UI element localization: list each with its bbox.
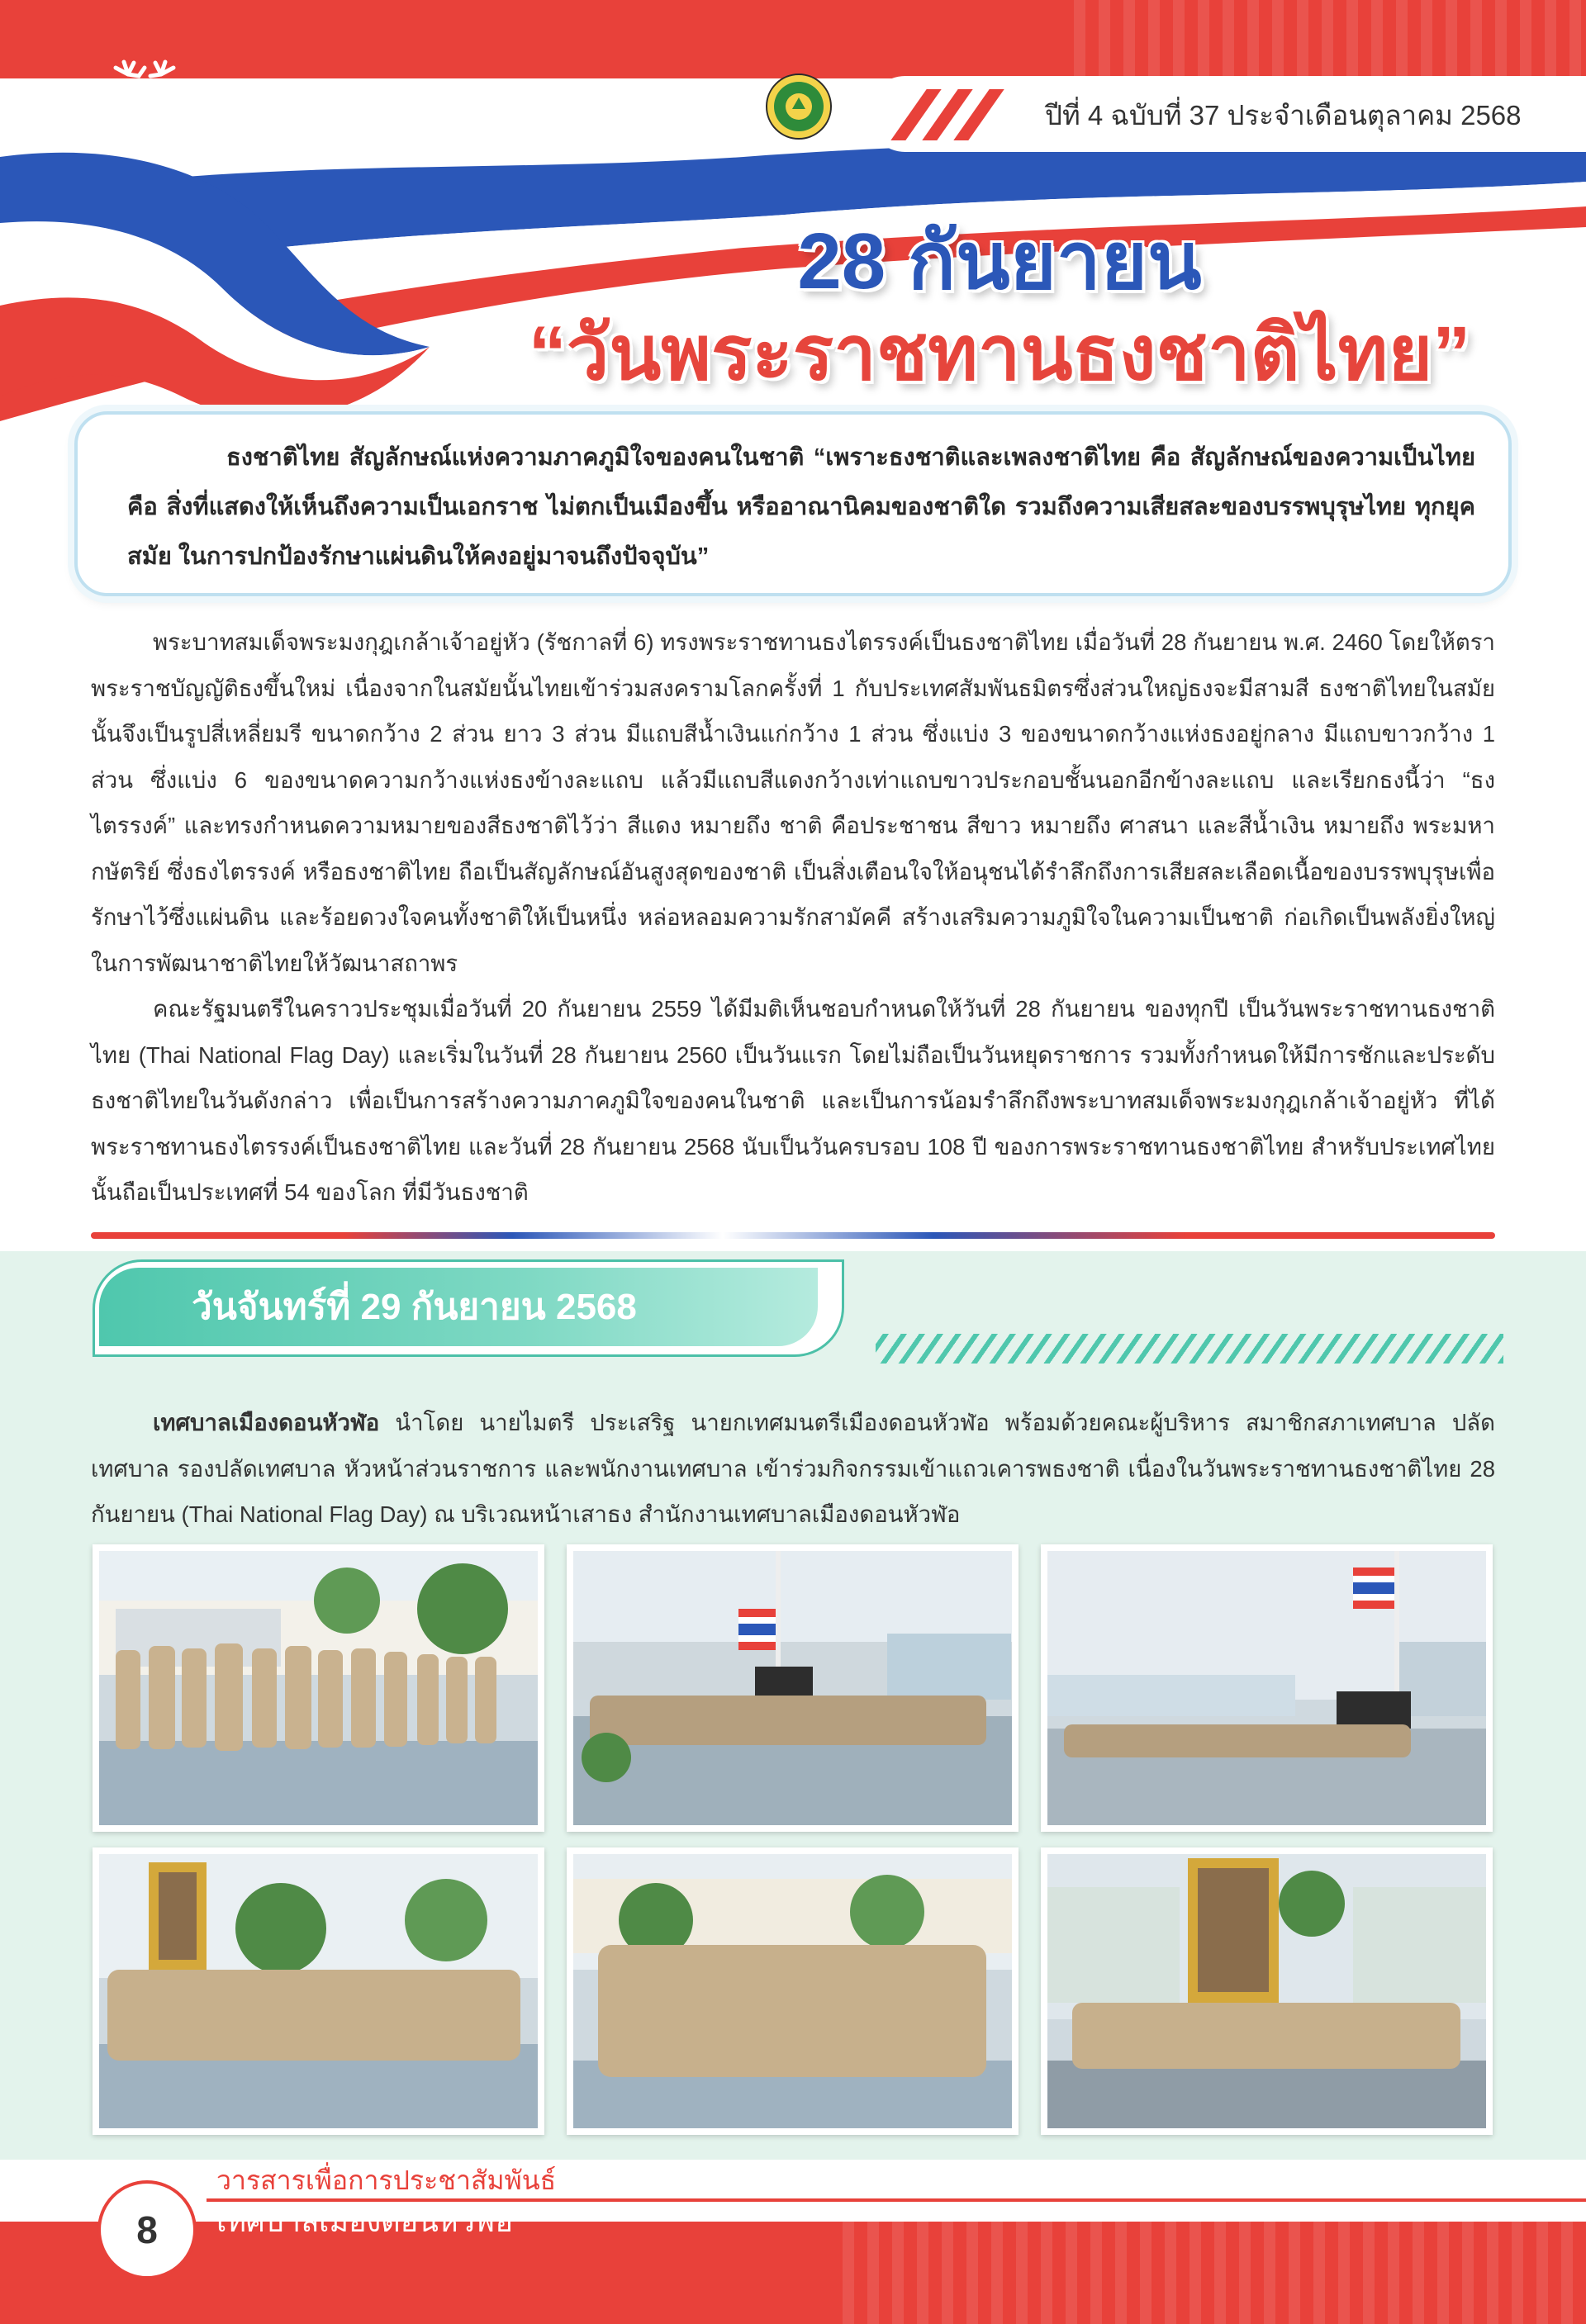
department-title: กองยุทธศาสตร์และงบประมาณ <box>216 87 723 130</box>
header-bar <box>0 0 1586 78</box>
event-photo-2 <box>567 1544 1019 1832</box>
body-paragraph-1: พระบาทสมเด็จพระมงกุฎเกล้าเจ้าอยู่หัว (รัชกาลที่ 6) ทรงพระราชทานธงไตรรงค์เป็นธงชาติไทย เมื่อวันที่ 28 กันยายน พ.ศ. 2460 โดยให้ตราพระราชบัญญัติธงขึ้นใหม่ เนื่องจากในสมัยนั้นไทยเข้าร่วมสงครามโลกครั้งที่ 1 กับประเทศสัมพันธมิตรซึ่งส่วนใหญ่ธงจะมีสามสี ธงชาติไทยในสมัยนั้นจึงเป็นรูปสี่เหลี่ยมรี ขนาดกว้าง 2 ส่วน ยาว 3 ส่วน มีแถบสีน้ำเงินแก่กว้าง 1 ส่วน ซึ่งแบ่ง 3 ของขนาดกว้างแห่งธงอยู่กลาง มีแถบขาวกว้าง 1 ส่วน ซึ่งแบ่ง 6 ของขนาดความกว้างแห่งธงข้างละแถบ แล้วมีแถบสีแดงกว้างเท่าแถบขาวประกอบชั้นนอกอีกข้างละแถบ และเรียกธงนี้ว่า “ธงไตรรงค์” และทรงกำหนดความหมายของสีธงชาติไว้ว่า สีแดง หมายถึง ชาติ คือประชาชน สีขาว หมายถึง ศาสนา และสีน้ำเงิน หมายถึง พระมหากษัตริย์ ซึ่งธงไตรรงค์ หรือธงชาติไทย ถือเป็นสัญลักษณ์อันสูงสุดของชาติ เป็นสิ่งเตือนใจให้อนุชนได้รำลึกถึงการเสียสละเลือดเนื้อของบรรพบุรุษเพื่อรักษาไว้ซึ่งแผ่นดิน และร้อยดวงใจคนทั้งชาติให้เป็นหนึ่ง หล่อหลอมความรักสามัคคี สร้างเสริมความภูมิใจในความเป็นชาติ ก่อเกิดเป็นพลังยิ่งใหญ่ในการพัฒนาชาติไทยให้วัฒนาสถาพร <box>91 629 1495 976</box>
event-date: วันจันทร์ที่ 29 กันยายน 2568 <box>192 1287 637 1327</box>
article-body <box>91 619 1495 1216</box>
municipality-seal-icon <box>765 73 833 140</box>
deer-logo-icon <box>91 58 207 149</box>
body-paragraph-2: คณะรัฐมนตรีในคราวประชุมเมื่อวันที่ 20 กันยายน 2559 ได้มีมติเห็นชอบกำหนดให้วันที่ 28 กันยายน ของทุกปี เป็นวันพระราชทานธงชาติไทย (Thai National Flag Day) และเริ่มในวันที่ 28 กันยายน 2560 เป็นวันแรก โดยไม่ถือเป็นวันหยุดราชการ รวมทั้งกำหนดให้มีการชักและประดับธงชาติไทยในวันดังกล่าว เพื่อเป็นการสร้างความภาคภูมิใจของคนในชาติ และเป็นการน้อมรำลึกถึงพระบาทสมเด็จพระมงกุฎเกล้าเจ้าอยู่หัว ที่ได้พระราชทานธงไตรรงค์เป็นธงชาติไทย และวันที่ 28 กันยายน 2568 นับเป็นวันครบรอบ 108 ปี ของการพระราชทานธงชาติไทย สำหรับประเทศไทยนั้นถือเป็นประเทศที่ 54 ของโลก ที่มีวันธงชาติ <box>91 996 1495 1205</box>
event-description <box>91 1400 1495 1538</box>
hatch-decoration <box>876 1334 1503 1364</box>
municipality-name: เทศบาลเมืองดอนหัวฬ่อ <box>216 2204 514 2238</box>
event-paragraph <box>91 1400 1495 1538</box>
event-photo-5 <box>567 1847 1019 2135</box>
issue-info: ปีที่ 4 ฉบับที่ 37 ประจำเดือนตุลาคม 2568 <box>1045 100 1522 130</box>
event-date-banner <box>93 1259 844 1359</box>
event-photo-6 <box>1041 1847 1493 2135</box>
tricolor-divider <box>91 1232 1495 1239</box>
slash-decoration <box>900 89 1016 139</box>
magazine-name: วารสารเพื่อการประชาสัมพันธ์ <box>216 2165 557 2195</box>
event-photo-3 <box>1041 1544 1493 1832</box>
page-title <box>463 216 1536 415</box>
event-photo-4 <box>93 1847 544 2135</box>
quote-box <box>74 411 1512 596</box>
event-text: นำโดย นายไมตรี ประเสริฐ นายกเทศมนตรีเมืองดอนหัวฬ่อ พร้อมด้วยคณะผู้บริหาร สมาชิกสภาเทศบาล ปลัดเทศบาล รองปลัดเทศบาล หัวหน้าส่วนราชการ และพนักงานเทศบาล เข้าร่วมกิจกรรมเข้าแถวเคารพธงชาติ เนื่องในวันพระราชทานธงชาติไทย 28 กันยายน (Thai National Flag Day) ณ บริเวณหน้าเสาธง สำนักงานเทศบาลเมืองดอนหัวฬ่อ <box>91 1410 1495 1527</box>
page-number: 8 <box>97 2180 197 2279</box>
title-date: 28 กันยายน <box>797 217 1202 306</box>
title-occasion: “วันพระราชทานธงชาติไทย” <box>528 311 1471 396</box>
event-lead: เทศบาลเมืองดอนหัวฬ่อ <box>153 1410 380 1435</box>
quote-text: ธงชาติไทย สัญลักษณ์แห่งความภาคภูมิใจของคนในชาติ “เพราะธงชาติและเพลงชาติไทย คือ สัญลักษณ์ของความเป็นไทย คือ สิ่งที่แสดงให้เห็นถึงความเป็นเอกราช ไม่ตกเป็นเมืองขึ้น หรืออาณานิคมของชาติใด รวมถึงความเสียสละของบรรพบุรุษไทย ทุกยุคสมัย ในการปกป้องรักษาแผ่นดินให้คงอยู่มาจนถึงปัจจุบัน” <box>127 444 1475 570</box>
event-photo-1 <box>93 1544 544 1832</box>
